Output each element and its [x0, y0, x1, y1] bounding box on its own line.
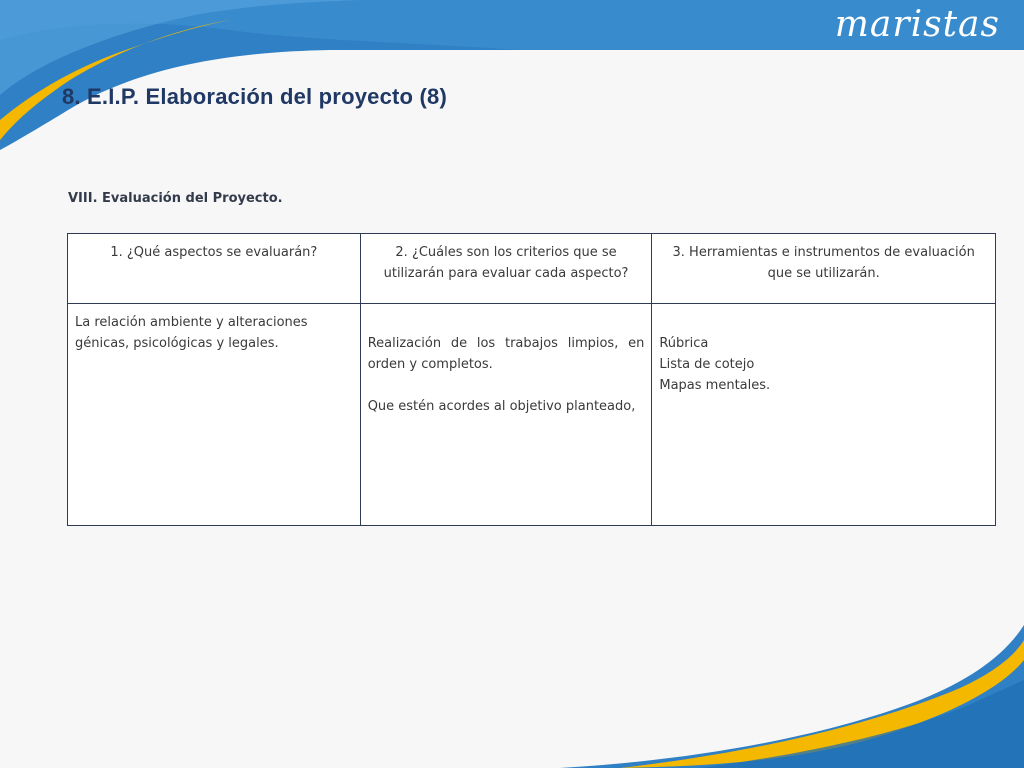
slide-title: 8. E.I.P. Elaboración del proyecto (8) [62, 84, 447, 109]
header-tools: 3. Herramientas e instrumentos de evaluación que se utilizarán. [652, 234, 996, 304]
header-criteria: 2. ¿Cuáles son los criterios que se utilizarán para evaluar cada aspecto? [360, 234, 652, 304]
aspects-text: La relación ambiente y alteraciones génicas, psicológicas y legales. [75, 315, 308, 351]
criteria-item: Que estén acordes al objetivo planteado, [367, 399, 636, 414]
cell-tools [652, 304, 996, 526]
cell-aspects [68, 304, 361, 526]
tool-item: Lista de cotejo [659, 357, 755, 372]
header-aspects: 1. ¿Qué aspectos se evaluarán? [68, 234, 361, 304]
evaluation-table [67, 233, 996, 526]
tool-item: Rúbrica [659, 336, 709, 351]
brand-logo: maristas [834, 4, 1000, 45]
table-row [68, 304, 996, 526]
table-header-row [68, 234, 996, 304]
cell-criteria [360, 304, 652, 526]
criteria-item: Realización de los trabajos limpios, en orden y completos. [367, 336, 645, 372]
tool-item: Mapas mentales. [659, 378, 771, 393]
section-heading: VIII. Evaluación del Proyecto. [68, 191, 283, 206]
